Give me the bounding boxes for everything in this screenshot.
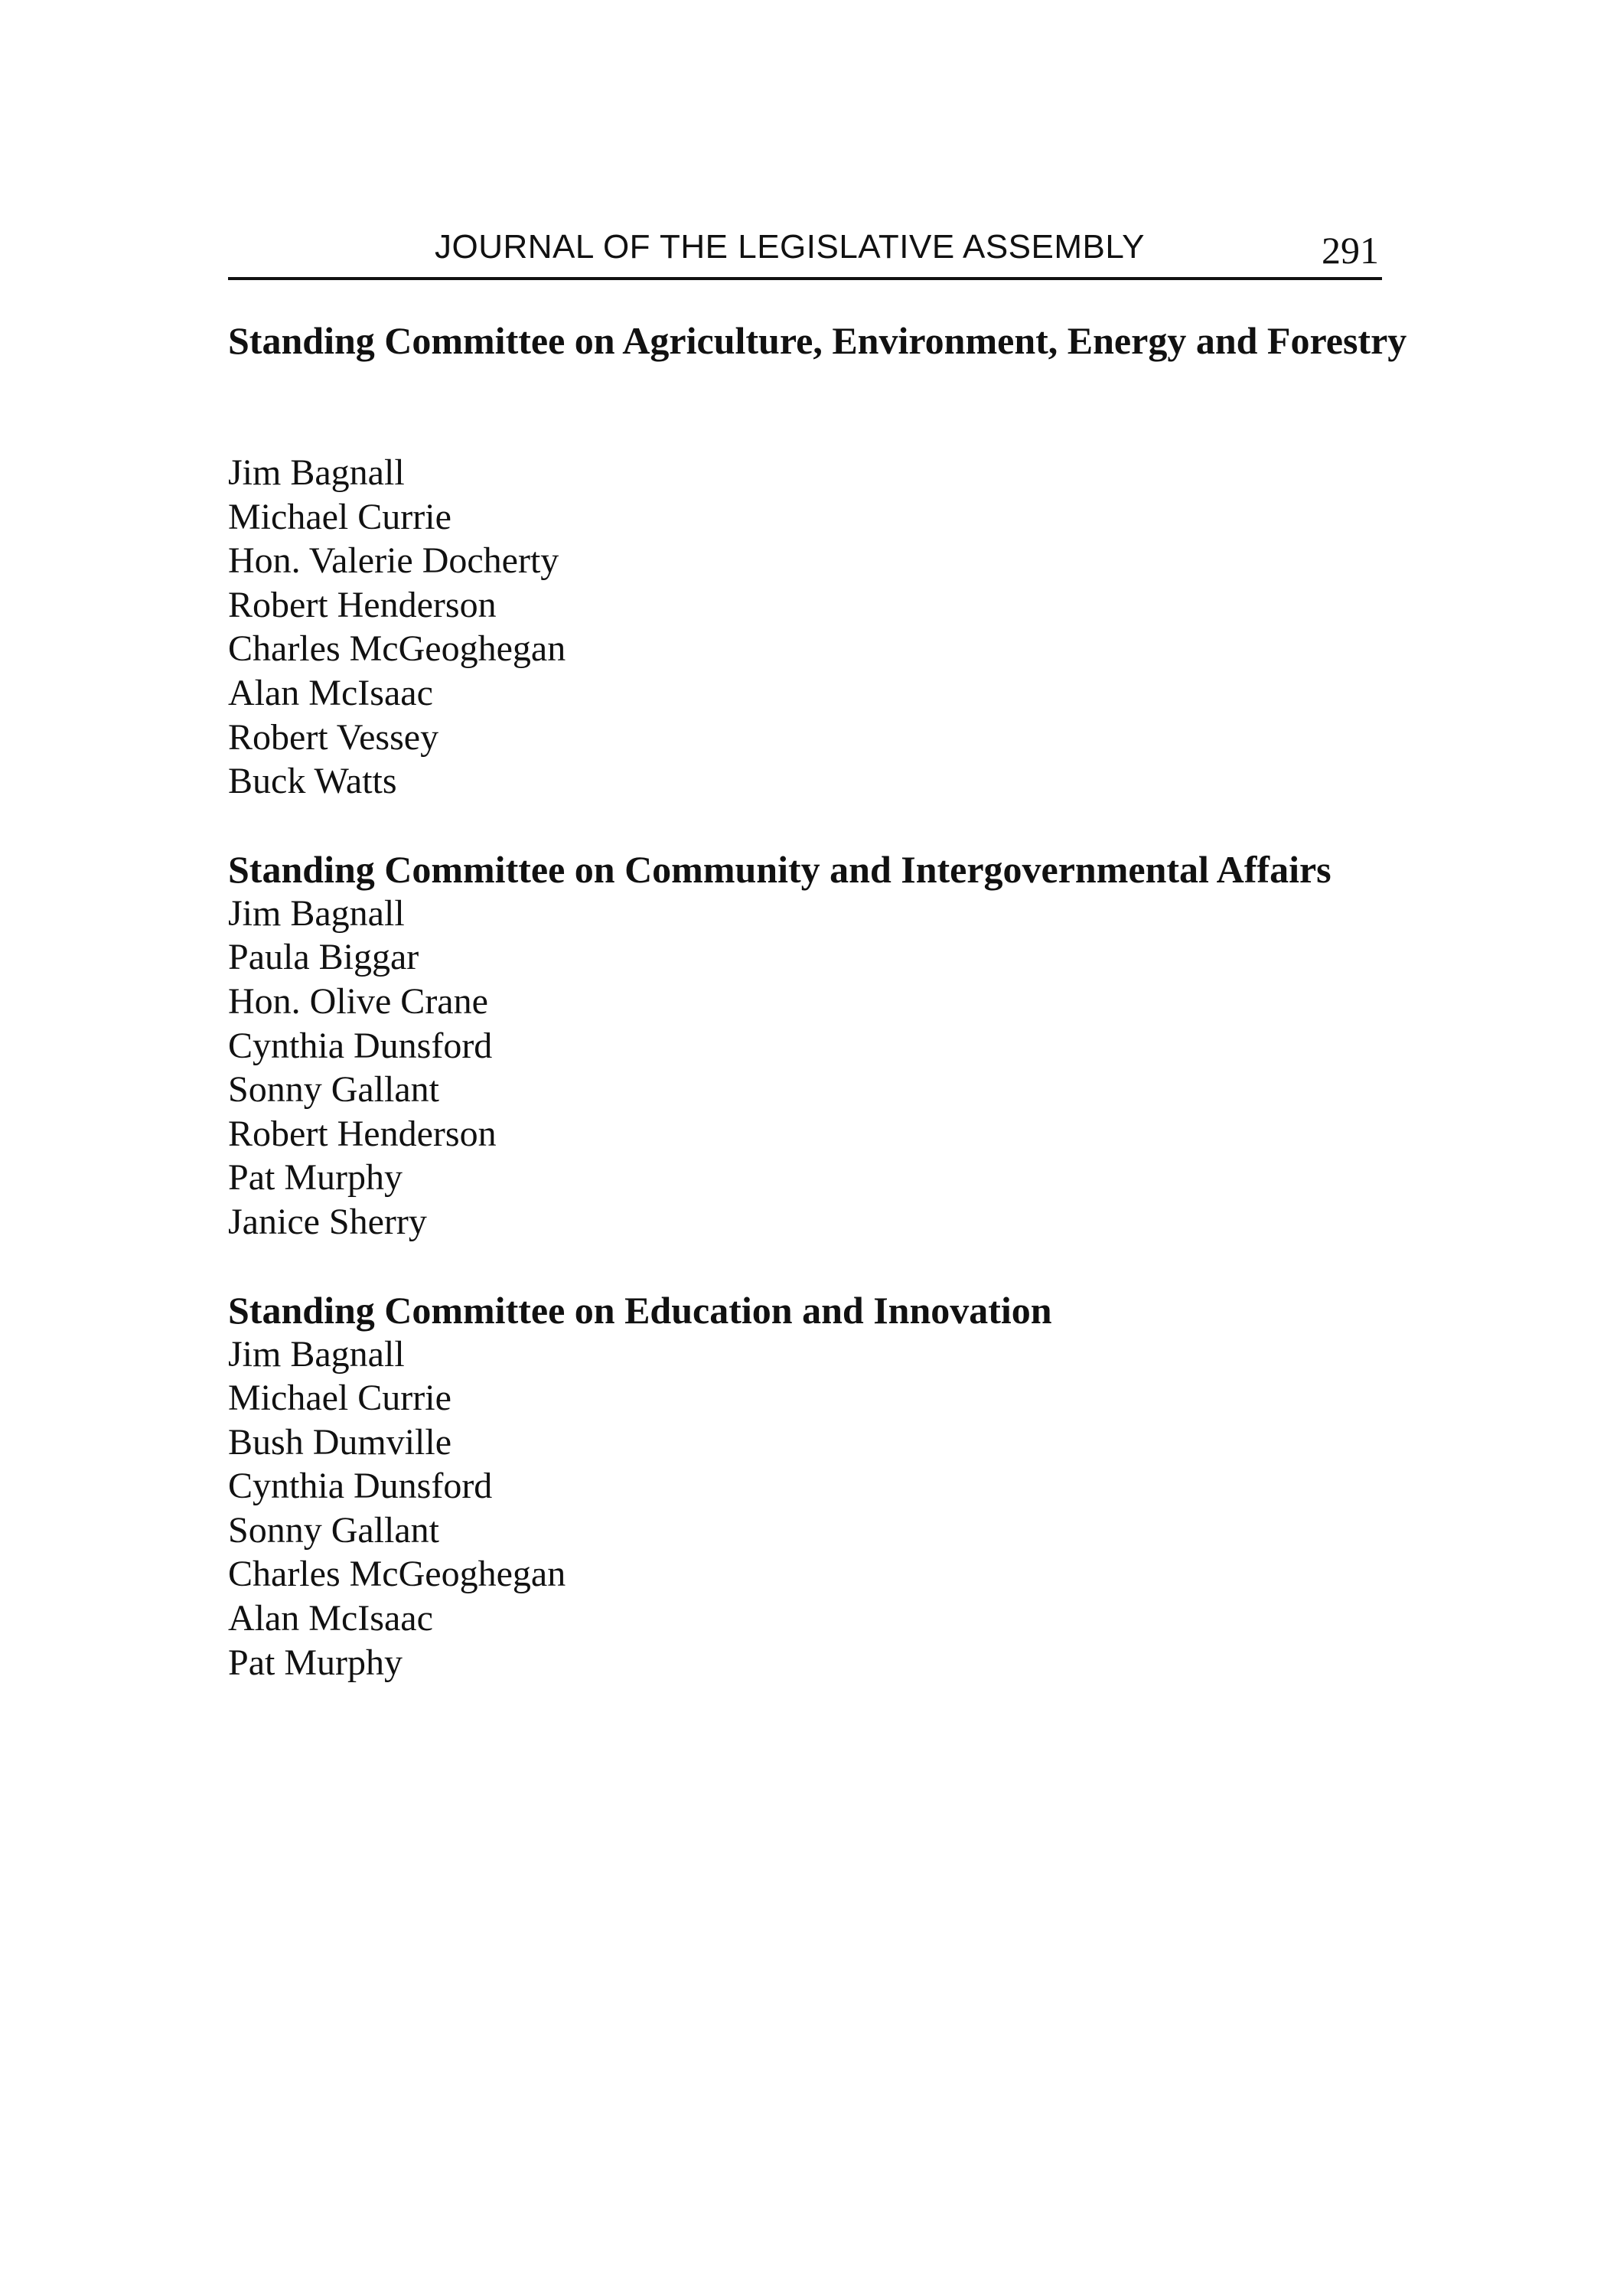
member-name: Hon. Olive Crane — [228, 980, 488, 1022]
member-name: Janice Sherry — [228, 1201, 427, 1242]
member-name: Cynthia Dunsford — [228, 1025, 493, 1066]
running-header — [228, 222, 1382, 280]
committee-title: Standing Committee on Community and Intergovernmental Affairs — [228, 847, 1332, 891]
member-name: Pat Murphy — [228, 1157, 403, 1199]
member-name: Paula Biggar — [228, 937, 419, 978]
committee-listing — [228, 318, 1422, 1684]
member-name: Robert Henderson — [228, 1113, 497, 1154]
member-name: Alan McIsaac — [228, 672, 433, 713]
member-name: Bush Dumville — [228, 1421, 452, 1463]
member-name: Charles McGeoghegan — [228, 628, 566, 670]
member-name: Buck Watts — [228, 761, 397, 802]
member-name: Michael Currie — [228, 496, 451, 537]
member-name: Robert Vessey — [228, 716, 439, 758]
member-name: Alan McIsaac — [228, 1598, 433, 1639]
member-name: Jim Bagnall — [228, 452, 405, 493]
member-list — [228, 1332, 1422, 1685]
page-number: 291 — [1322, 229, 1379, 272]
member-name: Jim Bagnall — [228, 1333, 405, 1375]
journal-title: JOURNAL OF THE LEGISLATIVE ASSEMBLY — [435, 228, 1145, 266]
member-name: Charles McGeoghegan — [228, 1554, 566, 1595]
member-list — [228, 451, 1422, 804]
committee-title: Standing Committee on Education and Innovation — [228, 1288, 1052, 1332]
member-list — [228, 892, 1422, 1244]
member-name: Hon. Valerie Docherty — [228, 540, 559, 582]
member-name: Robert Henderson — [228, 584, 497, 625]
committee-agriculture-environment-energy-forestry — [228, 318, 1422, 804]
committee-community-intergovernmental-affairs — [228, 847, 1422, 1244]
member-name: Michael Currie — [228, 1378, 451, 1419]
member-name: Cynthia Dunsford — [228, 1466, 493, 1507]
member-name: Sonny Gallant — [228, 1509, 439, 1551]
committee-title: Standing Committee on Agriculture, Environment, Energy and Forestry — [228, 319, 1407, 362]
member-name: Sonny Gallant — [228, 1069, 439, 1110]
member-name: Jim Bagnall — [228, 892, 405, 934]
committee-education-innovation — [228, 1288, 1422, 1685]
member-name: Pat Murphy — [228, 1642, 403, 1683]
